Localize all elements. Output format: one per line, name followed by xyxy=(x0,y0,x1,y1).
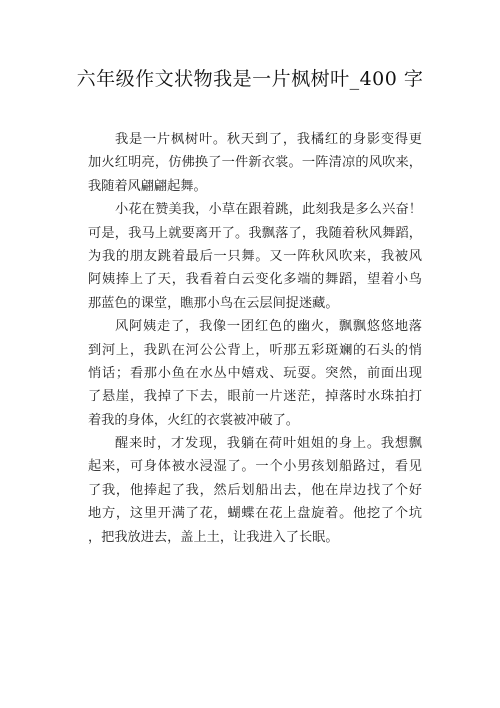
text-line: 了悬崖，我掉了下去，眼前一片迷茫，掉落时水珠拍打 xyxy=(88,389,422,405)
text-line: 了我，他捧起了我，然后划船出去，他在岸边找了个好 xyxy=(88,482,422,498)
paragraph-3 xyxy=(88,315,422,432)
text-line: 小花在赞美我，小草在跟着跳，此刻我是多么兴奋！ xyxy=(115,202,422,218)
text-line: 着我的身体，火红的衣裳被冲破了。 xyxy=(88,412,299,428)
text-line: 地方，这里开满了花，蝴蝶在花上盘旋着。他挖了个坑 xyxy=(88,506,422,522)
text-line: 悄话；看那小鱼在水丛中嬉戏、玩耍。突然，前面出现 xyxy=(88,365,422,381)
paragraph-2 xyxy=(88,198,422,315)
paragraph-4 xyxy=(88,432,422,549)
text-line: 到河上，我趴在河公公背上，听那五彩斑斓的石头的悄 xyxy=(88,342,422,358)
text-line: 那蓝色的课堂，瞧那小鸟在云层间捉迷藏。 xyxy=(88,295,339,311)
text-line: 可是，我马上就要离开了。我飘落了，我随着秋风舞蹈， xyxy=(88,225,422,241)
text-line: 风阿姨走了，我像一团红色的幽火，飘飘悠悠地落 xyxy=(115,319,422,335)
text-line: 为我的朋友跳着最后一只舞。又一阵秋风吹来，我被风 xyxy=(88,248,422,264)
text-line: 我是一片枫树叶。秋天到了，我橘红的身影变得更 xyxy=(115,132,422,147)
paragraph-1 xyxy=(88,128,422,198)
text-line: 我随着风翩翩起舞。 xyxy=(88,178,207,194)
text-line: ，把我放进去，盖上土，让我进入了长眠。 xyxy=(88,529,339,545)
text-line: 起来，可身体被水浸湿了。一个小男孩划船路过，看见 xyxy=(88,459,422,475)
document-title: 六年级作文状物我是一片枫树叶_400 字 xyxy=(76,68,424,90)
text-line: 加火红明亮，仿佛换了一件新衣裳。一阵清凉的风吹来， xyxy=(88,155,422,171)
text-line: 阿姨捧上了天，我看着白云变化多端的舞蹈，望着小鸟 xyxy=(88,272,422,288)
text-line: 醒来时，才发现，我躺在荷叶姐姐的身上。我想飘 xyxy=(115,436,422,452)
document-body xyxy=(88,128,422,549)
